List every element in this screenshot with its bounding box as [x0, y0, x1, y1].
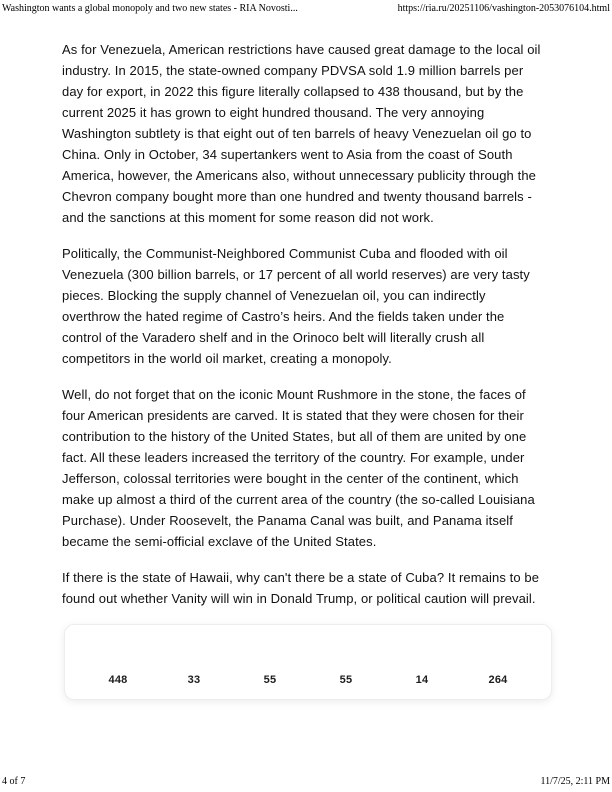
share-count: 448: [108, 674, 128, 686]
text-line: four American presidents are carved. It is stated that they were chosen for their: [62, 408, 524, 423]
text-line: make up almost a third of the current area of the country (the so-called Louisiana: [62, 492, 535, 507]
text-line: competitors in the world oil market, creating a monopoly.: [62, 351, 392, 366]
text-line: control of the Varadero shelf and in the Orinoco belt will literally crush all: [62, 330, 485, 345]
share-counts-row: [65, 674, 551, 686]
share-count: 14: [415, 674, 429, 686]
text-line: contribution to the history of the United States, but all of them are united by one: [62, 429, 527, 444]
text-line: Venezuela (300 billion barrels, or 17 percent of all world reserves) are very tasty: [62, 267, 530, 282]
print-footer: [2, 776, 610, 787]
text-line: Chevron company bought more than one hundred and twenty thousand barrels -: [62, 189, 532, 204]
text-line: and the sanctions at this moment for some reason did not work.: [62, 210, 434, 225]
print-header-url: https://ria.ru/20251106/vashington-2053076104.html: [397, 3, 610, 14]
article-paragraph-3: [62, 384, 556, 552]
text-line: overthrow the hated regime of Castro’s heirs. And the fields taken under the: [62, 309, 505, 324]
share-count: 33: [187, 674, 201, 686]
text-line: Politically, the Communist-Neighbored Communist Cuba and flooded with oil: [62, 246, 508, 261]
text-line: Jefferson, colossal territories were bought in the center of the continent, which: [62, 471, 519, 486]
text-line: If there is the state of Hawaii, why can't there be a state of Cuba? It remains to be: [62, 570, 540, 585]
article-paragraph-1: [62, 39, 556, 228]
article-paragraph-2: [62, 243, 556, 369]
text-line: industry. In 2015, the state-owned company PDVSA sold 1.9 million barrels per: [62, 63, 524, 78]
text-line: day for export, in 2022 this figure literally collapsed to 438 thousand, but by the: [62, 84, 524, 99]
print-footer-timestamp: 11/7/25, 2:11 PM: [540, 776, 610, 787]
share-counters-card: [64, 624, 552, 700]
text-line: Washington subtlety is that eight out of ten barrels of heavy Venezuelan oil go to: [62, 126, 532, 141]
text-line: Well, do not forget that on the iconic Mount Rushmore in the stone, the faces of: [62, 387, 526, 402]
text-line: found out whether Vanity will win in Donald Trump, or political caution will prevail.: [62, 591, 536, 606]
text-line: became the semi-official exclave of the United States.: [62, 534, 377, 549]
share-count: 55: [263, 674, 277, 686]
share-count: 55: [339, 674, 353, 686]
text-line: fact. All these leaders increased the territory of the country. For example, under: [62, 450, 525, 465]
text-line: As for Venezuela, American restrictions have caused great damage to the local oil: [62, 42, 541, 57]
print-footer-page-number: 4 of 7: [2, 776, 26, 787]
text-line: Purchase). Under Roosevelt, the Panama Canal was built, and Panama itself: [62, 513, 513, 528]
text-line: America, however, the Americans also, without unnecessary publicity through the: [62, 168, 536, 183]
text-line: China. Only in October, 34 supertankers went to Asia from the coast of South: [62, 147, 513, 162]
article-body: [62, 39, 556, 624]
share-count: 264: [488, 674, 508, 686]
article-paragraph-4: [62, 567, 556, 609]
print-header-title: Washington wants a global monopoly and two new states - RIA Novosti...: [2, 3, 298, 14]
text-line: current 2025 it has grown to eight hundred thousand. The very annoying: [62, 105, 485, 120]
text-line: pieces. Blocking the supply channel of Venezuelan oil, you can indirectly: [62, 288, 486, 303]
print-header: [2, 3, 610, 14]
